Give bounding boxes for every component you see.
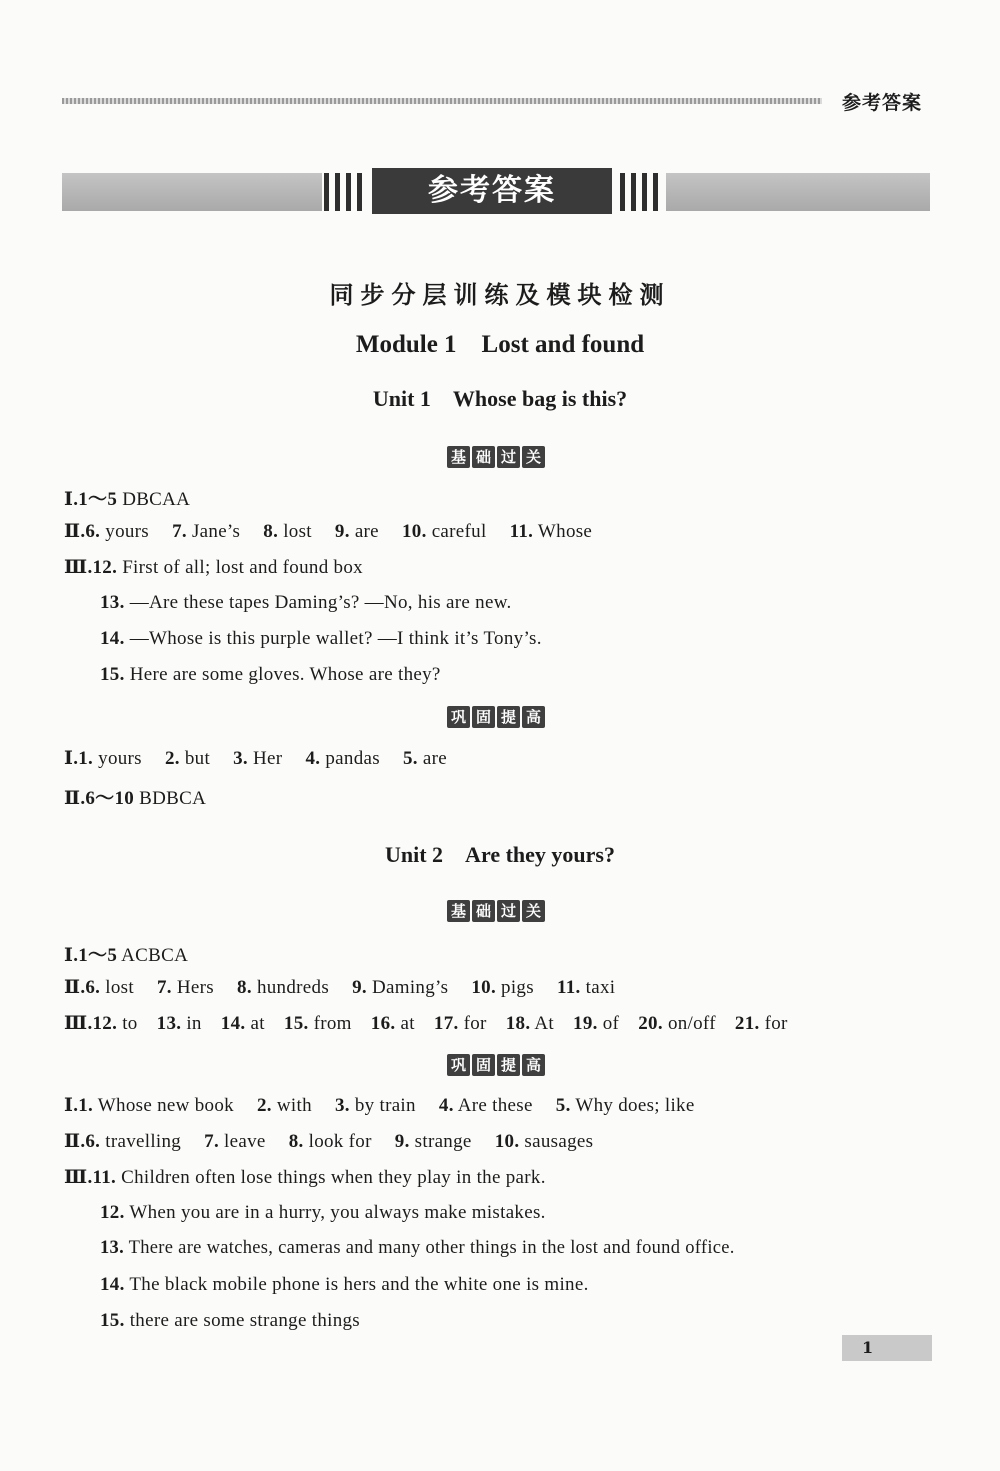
item-number: 8. [237,977,252,998]
answer-text: yours [93,748,142,769]
answer-text: from [308,1013,352,1034]
tag-char: 关 [522,900,545,922]
answer-line [100,664,441,686]
answer-text: Why does; like [570,1095,695,1116]
answer-text: DBCAA [117,489,191,510]
item-number: 3. [334,1095,350,1116]
answer-text: Here are some gloves. Whose are they? [124,664,441,685]
item-number: 10. [471,977,496,998]
answer-text: hundreds [251,977,330,998]
tag-char: 固 [472,706,495,728]
tag-char: 关 [522,446,545,468]
answer-text: taxi [580,977,616,998]
tag-char: 提 [497,706,520,728]
answer-text: in [181,1013,202,1034]
answer-text: for [458,1013,487,1034]
answer-text: careful [426,521,487,542]
item-number: 8. [288,1131,304,1152]
answer-text: are [417,748,448,769]
answer-text: with [271,1095,312,1116]
answer-text: —Are these tapes Daming’s? —No, his are new. [124,592,512,613]
answer-text: pigs [496,977,534,998]
item-number: 7. [172,521,187,542]
item-number: Ⅲ.12. [64,1013,118,1034]
unit2-title: Unit 2 Are they yours? [385,842,615,867]
item-number: 2. [164,748,180,769]
item-number: 13. [100,1238,125,1258]
item-number: 15. [283,1013,309,1034]
unit2-basic-tag [441,900,551,924]
answer-text: yours [100,521,149,542]
answer-text: of [597,1013,620,1034]
item-number: 18. [505,1013,531,1034]
answer-text: for [759,1013,788,1034]
answer-line [64,940,188,967]
answer-text: travelling [100,1131,182,1152]
answer-text: Hers [171,977,214,998]
answer-text: ACBCA [117,945,189,966]
item-number: Ⅰ.1～5 [64,945,118,966]
answer-line [100,592,512,614]
item-number: Ⅰ.1. [64,1095,94,1116]
item-number: 13. [156,1013,182,1034]
answer-line [100,1310,360,1332]
item-number: 14. [100,628,125,649]
item-number: 4. [438,1095,454,1116]
answer-line [64,1094,713,1117]
tag-char: 巩 [447,706,470,728]
item-number: 11. [509,521,534,542]
answer-text: Children often lose things when they play in the park. [116,1167,546,1188]
item-number: 10. [401,521,427,542]
banner-left-band [62,173,322,211]
item-number: 5. [555,1095,571,1116]
item-number: 12. [100,1202,125,1223]
answer-line [100,1274,589,1296]
answer-text: lost [100,977,134,998]
answer-text: pandas [320,748,380,769]
answer-text: at [245,1013,265,1034]
answer-line [64,976,633,999]
item-number: 8. [263,521,279,542]
item-number: 2. [256,1095,272,1116]
item-number: Ⅰ.1～5 [64,489,118,510]
answer-text: Whose new book [93,1095,234,1116]
tag-char: 基 [447,446,470,468]
item-number: Ⅱ.6. [64,521,101,542]
item-number: 14. [220,1013,246,1034]
item-number: 11. [557,977,581,998]
answer-text: strange [409,1131,472,1152]
page-number: 1 [842,1335,932,1361]
header-rule [62,98,822,104]
section-title: 同步分层训练及模块检测 [329,281,671,309]
unit1-advanced-tag [441,706,551,730]
banner-right-band [666,173,930,211]
answer-text: at [395,1013,415,1034]
tag-char: 高 [522,1054,545,1076]
item-number: Ⅰ.1. [64,748,94,769]
answer-text: look for [303,1131,372,1152]
item-number: 19. [573,1013,598,1034]
tag-char: 过 [497,446,520,468]
answer-text: Daming’s [366,977,449,998]
answer-line [64,1166,546,1189]
answer-text: by train [349,1095,416,1116]
item-number: 15. [100,664,125,685]
answer-line [64,783,206,810]
item-number: Ⅱ.6～10 [64,788,135,809]
banner-left-bars [324,173,368,211]
answer-line [100,1202,546,1224]
answer-line [64,484,190,511]
tag-char: 固 [472,1054,495,1076]
banner-right-bars [620,173,664,211]
item-number: 9. [394,1131,410,1152]
tag-char: 提 [497,1054,520,1076]
answer-text: to [117,1013,138,1034]
answer-line [64,556,363,579]
answer-line [100,1238,735,1259]
item-number: 7. [156,977,172,998]
banner-title: 参考答案 [372,168,612,214]
answer-text: are [349,521,379,542]
answer-text: When you are in a hurry, you always make mistakes. [124,1202,546,1223]
item-number: 14. [100,1274,125,1295]
item-number: 9. [352,977,367,998]
item-number: 20. [638,1013,663,1034]
item-number: 16. [370,1013,396,1034]
item-number: 5. [403,748,418,769]
answer-text: leave [219,1131,266,1152]
item-number: 13. [100,592,125,613]
tag-char: 高 [522,706,545,728]
answer-line [64,1130,611,1153]
item-number: 9. [334,521,350,542]
item-number: Ⅱ.6. [64,977,101,998]
answer-text: —Whose is this purple wallet? —I think it’s Tony’s. [124,628,542,649]
answer-text: sausages [519,1131,594,1152]
answer-line [64,520,610,543]
answer-text: Jane’s [186,521,241,542]
tag-char: 础 [472,446,495,468]
answer-text: Are these [453,1095,533,1116]
answer-text: on/off [662,1013,716,1034]
answer-text: First of all; lost and found box [117,557,363,578]
answer-line [100,628,542,650]
answer-text: but [179,748,211,769]
item-number: Ⅲ.11. [64,1167,117,1188]
tag-char: 础 [472,900,495,922]
item-number: 4. [305,748,321,769]
item-number: Ⅱ.6. [64,1131,101,1152]
tag-char: 基 [447,900,470,922]
answer-text: there are some strange things [124,1310,360,1331]
item-number: 10. [494,1131,520,1152]
module-title: Module 1 Lost and found [355,331,645,358]
item-number: 7. [204,1131,219,1152]
answer-line [64,747,465,770]
answer-text: BDBCA [134,788,207,809]
answer-text: Whose [533,521,593,542]
item-number: 15. [100,1310,125,1331]
item-number: 21. [734,1013,760,1034]
item-number: Ⅲ.12. [64,557,118,578]
unit1-title: Unit 1 Whose bag is this? [372,386,628,411]
answer-text: Her [247,748,283,769]
item-number: 3. [233,748,248,769]
answer-text: There are watches, cameras and many other things in the lost and found office. [124,1238,735,1258]
tag-char: 过 [497,900,520,922]
answer-line [64,1012,788,1035]
unit1-basic-tag [441,446,551,470]
unit2-advanced-tag [441,1054,551,1078]
item-number: 17. [433,1013,459,1034]
header-label: 参考答案 [842,92,923,114]
tag-char: 巩 [447,1054,470,1076]
answer-text: lost [278,521,312,542]
answer-text: At [530,1013,554,1034]
answer-text: The black mobile phone is hers and the white one is mine. [124,1274,589,1295]
